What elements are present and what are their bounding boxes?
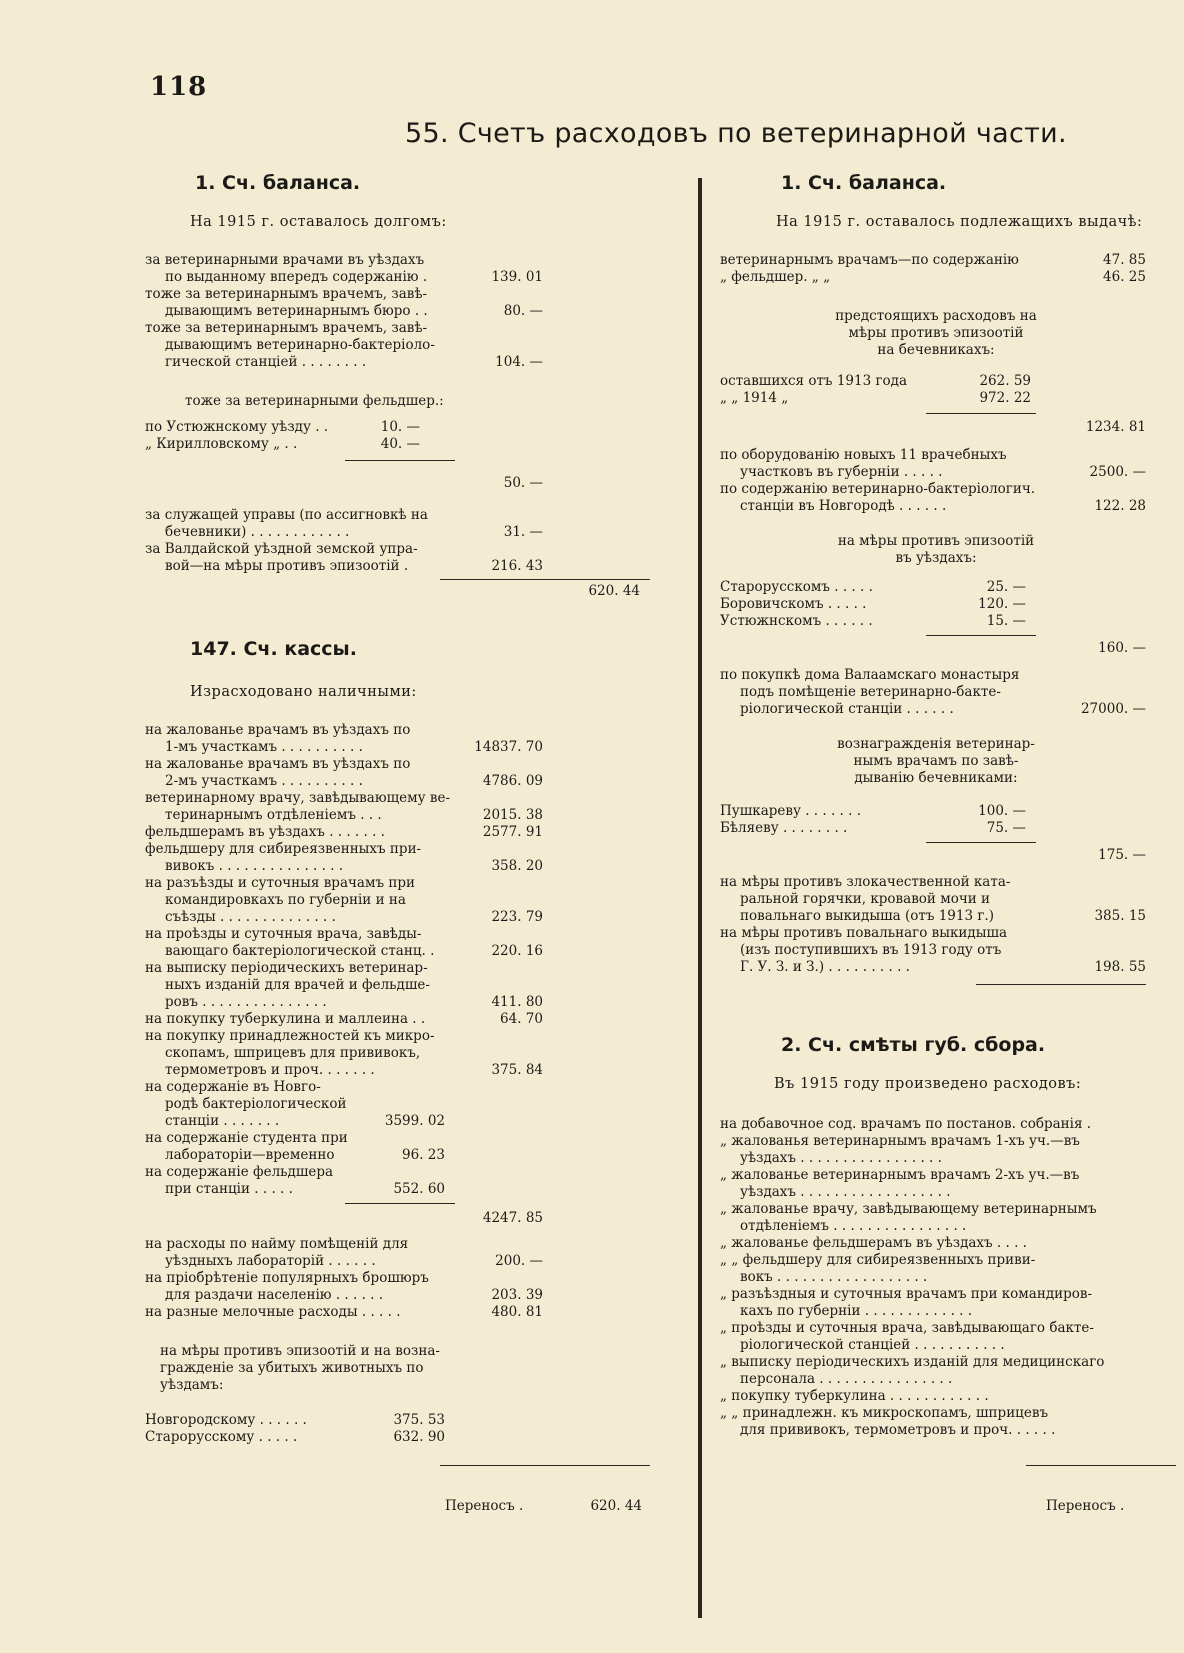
entry-line: 2-мъ участкамъ . . . . . . . . . .	[165, 773, 363, 789]
entry-line: ныхъ изданій для врачей и фельдше-	[165, 977, 430, 993]
entry-line: на покупку принадлежностей къ микро-	[145, 1028, 435, 1044]
entry-line: бечевники) . . . . . . . . . . . .	[165, 524, 350, 540]
subtotal-amount: 50. —	[503, 475, 543, 491]
subheading: на бечевникахъ:	[877, 342, 995, 358]
entry-line: станціи въ Новгородѣ . . . . . .	[740, 498, 947, 514]
entry-line: на содержаніе въ Новго-	[145, 1079, 321, 1095]
subheading: дыванію бечевниками:	[854, 770, 1018, 786]
entry-line: на пріобрѣтеніе популярныхъ брошюръ	[145, 1270, 429, 1286]
entry-line: на мѣры противъ злокачественной ката-	[720, 874, 1011, 890]
entry-line: по оборудованію новыхъ 11 врачебныхъ	[720, 447, 1007, 463]
entry-amount: 104. —	[495, 354, 543, 370]
entry-amount: 480. 81	[491, 1304, 543, 1320]
section-heading: 147. Сч. кассы.	[190, 638, 357, 660]
entry-amount: 10. —	[380, 419, 420, 435]
entry-amount: 3599. 02	[384, 1113, 445, 1129]
entry-amount: 972. 22	[979, 390, 1031, 406]
entry-line: Бѣляеву . . . . . . . .	[720, 820, 848, 836]
entry-line: гической станціей . . . . . . . .	[165, 354, 367, 370]
entry-line: за Валдайской уѣздной земской упра-	[145, 541, 418, 557]
entry-line: скопамъ, шприцевъ для прививокъ,	[165, 1045, 421, 1061]
entry-line: „ Кирилловскому „ . .	[145, 436, 298, 452]
section-subheading: На 1915 г. оставалось долгомъ:	[190, 214, 447, 230]
entry-line: „ проѣзды и суточныя врача, завѣдывающаго бакте-	[720, 1320, 1094, 1336]
entry-line: Новгородскому . . . . . .	[145, 1412, 307, 1428]
entry-amount: 27000. —	[1080, 701, 1146, 717]
entry-line: Старорусскому . . . . .	[145, 1429, 298, 1445]
entry-line: по содержанію ветеринарно-бактеріологич.	[720, 481, 1036, 497]
section-subheading: Израсходовано наличными:	[190, 684, 417, 700]
rule-line	[926, 413, 1036, 414]
entry-amount: 220. 16	[491, 943, 543, 959]
entry-amount: 411. 80	[491, 994, 543, 1010]
entry-amount: 2577. 91	[482, 824, 543, 840]
entry-line: „ жалованья ветеринарнымъ врачамъ 1-хъ уч.—въ	[720, 1133, 1080, 1149]
subheading: мѣры противъ эпизоотій	[848, 325, 1024, 341]
section-heading: 2. Сч. смѣты губ. сбора.	[781, 1034, 1046, 1056]
entry-line: для раздачи населенію . . . . . .	[165, 1287, 384, 1303]
section-heading: 1. Сч. баланса.	[195, 172, 361, 194]
entry-line: ріологической станціей . . . . . . . . . . .	[740, 1337, 1005, 1353]
entry-amount: 47. 85	[1103, 252, 1146, 268]
entry-line: на жалованье врачамъ въ уѣздахъ по	[145, 722, 411, 738]
entry-amount: 223. 79	[491, 909, 543, 925]
entry-line: ровъ . . . . . . . . . . . . . . .	[165, 994, 327, 1010]
subtotal-amount: 175. —	[1098, 847, 1146, 863]
subheading: тоже за ветеринарными фельдшер.:	[185, 393, 444, 409]
entry-line: на выписку періодическихъ ветеринар-	[145, 960, 428, 976]
subheading: нымъ врачамъ по завѣ-	[853, 753, 1019, 769]
entry-amount: 632. 90	[393, 1429, 445, 1445]
page-title: 55. Счетъ расходовъ по ветеринарной части.	[405, 118, 1067, 149]
entry-amount: 198. 55	[1094, 959, 1146, 975]
entry-amount: 262. 59	[979, 373, 1031, 389]
entry-amount: 375. 53	[393, 1412, 445, 1428]
entry-amount: 80. —	[503, 303, 543, 319]
entry-line: тоже за ветеринарнымъ врачемъ, завѣ-	[145, 320, 428, 336]
entry-line: станціи . . . . . . .	[165, 1113, 280, 1129]
entry-amount: 31. —	[503, 524, 543, 540]
entry-line: Устюжнскомъ . . . . . .	[720, 613, 873, 629]
subheading: на мѣры противъ эпизоотій	[837, 533, 1035, 549]
entry-line: съѣзды . . . . . . . . . . . . . .	[165, 909, 336, 925]
subheading: на мѣры противъ эпизоотій и на возна-	[160, 1343, 440, 1359]
entry-line: на мѣры противъ повальнаго выкидыша	[720, 925, 1008, 941]
subheading: вознагражденія ветеринар-	[837, 736, 1035, 752]
entry-amount: 375. 84	[491, 1062, 543, 1078]
entry-line: повальнаго выкидыша (отъ 1913 г.)	[740, 908, 994, 924]
entry-line: на расходы по найму помѣщеній для	[145, 1236, 409, 1252]
entry-line: участковъ въ губерніи . . . . .	[740, 464, 943, 480]
entry-amount: 2500. —	[1089, 464, 1146, 480]
entry-line: по покупкѣ дома Валаамскаго монастыря	[720, 667, 1020, 683]
rule-line	[345, 460, 455, 461]
subheading: уѣздамъ:	[160, 1377, 224, 1393]
entry-amount: 203. 39	[491, 1287, 543, 1303]
entry-line: фельдшеру для сибиреязвенныхъ при-	[145, 841, 422, 857]
entry-amount: 552. 60	[393, 1181, 445, 1197]
entry-amount: 96. 23	[402, 1147, 445, 1163]
entry-line: для прививокъ, термометровъ и проч. . . . . .	[740, 1422, 1056, 1438]
total-amount: 620. 44	[588, 583, 640, 599]
entry-line: на жалованье врачамъ въ уѣздахъ по	[145, 756, 411, 772]
entry-amount: 139. 01	[491, 269, 543, 285]
entry-line: ветеринарному врачу, завѣдывающему ве-	[145, 790, 451, 806]
entry-line: „ покупку туберкулина . . . . . . . . . . . .	[720, 1388, 989, 1404]
entry-line: „ „ принадлежн. къ микроскопамъ, шприцевъ	[720, 1405, 1049, 1421]
entry-line: на содержаніе студента при	[145, 1130, 348, 1146]
entry-amount: 4786. 09	[482, 773, 543, 789]
entry-line: ріологической станціи . . . . . .	[740, 701, 954, 717]
entry-amount: 120. —	[978, 596, 1026, 612]
entry-line: командировкахъ по губерніи и на	[165, 892, 406, 908]
entry-line: на разъѣзды и суточныя врачамъ при	[145, 875, 415, 891]
subtotal-amount: 1234. 81	[1085, 419, 1146, 435]
entry-line: на покупку туберкулина и маллеина . .	[145, 1011, 426, 1027]
entry-amount: 385. 15	[1094, 908, 1146, 924]
entry-line: уѣздахъ . . . . . . . . . . . . . . . . .	[740, 1150, 942, 1166]
entry-line: Г. У. З. и З.) . . . . . . . . . .	[740, 959, 910, 975]
entry-line: Пушкареву . . . . . . .	[720, 803, 862, 819]
entry-line: вающаго бактеріологической станц. .	[165, 943, 435, 959]
entry-line: при станціи . . . . .	[165, 1181, 293, 1197]
entry-line: родѣ бактеріологической	[165, 1096, 347, 1112]
entry-amount: 100. —	[978, 803, 1026, 819]
rule-line	[440, 1465, 650, 1466]
entry-amount: 46. 25	[1103, 269, 1146, 285]
rule-line	[440, 579, 650, 580]
entry-line: лабораторіи—временно	[165, 1147, 335, 1163]
entry-line: тоже за ветеринарнымъ врачемъ, завѣ-	[145, 286, 428, 302]
subheading: гражденіе за убитыхъ животныхъ по	[160, 1360, 424, 1376]
entry-amount: 122. 28	[1094, 498, 1146, 514]
page-number: 118	[150, 72, 208, 102]
entry-line: на разные мелочные расходы . . . . .	[145, 1304, 401, 1320]
entry-amount: 2015. 38	[482, 807, 543, 823]
entry-line: „ жалованье ветеринарнымъ врачамъ 2-хъ уч.—въ	[720, 1167, 1080, 1183]
entry-line: „ жалованье фельдшерамъ въ уѣздахъ . . . .	[720, 1235, 1027, 1251]
carry-forward-label: Переносъ .	[1046, 1498, 1125, 1514]
carry-forward-amount: 620. 44	[590, 1498, 642, 1514]
entry-line: на добавочное сод. врачамъ по постанов. собранія .	[720, 1116, 1092, 1132]
entry-line: ральной горячки, кровавой мочи и	[740, 891, 991, 907]
entry-amount: 14837. 70	[474, 739, 543, 755]
entry-line: оставшихся отъ 1913 года	[720, 373, 908, 389]
entry-line: „ „ фельдшеру для сибиреязвенныхъ приви-	[720, 1252, 1036, 1268]
carry-forward-label: Переносъ .	[445, 1498, 524, 1514]
entry-amount: 200. —	[495, 1253, 543, 1269]
subtotal-amount: 160. —	[1098, 640, 1146, 656]
entry-line: 1-мъ участкамъ . . . . . . . . . .	[165, 739, 363, 755]
entry-line: „ фельдшер. „ „	[720, 269, 831, 285]
entry-line: (изъ поступившихъ въ 1913 году отъ	[740, 942, 1002, 958]
rule-line	[926, 842, 1036, 843]
entry-line: за ветеринарными врачами въ уѣздахъ	[145, 252, 425, 268]
entry-amount: 15. —	[986, 613, 1026, 629]
entry-line: отдѣленіемъ . . . . . . . . . . . . . . . .	[740, 1218, 967, 1234]
entry-line: дывающимъ ветеринарно-бактеріоло-	[165, 337, 435, 353]
entry-line: на содержаніе фельдшера	[145, 1164, 334, 1180]
entry-line: термометровъ и проч. . . . . . .	[165, 1062, 375, 1078]
entry-line: подъ помѣщеніе ветеринарно-бакте-	[740, 684, 1001, 700]
entry-line: „ жалованье врачу, завѣдывающему ветеринарнымъ	[720, 1201, 1097, 1217]
rule-line	[926, 635, 1036, 636]
entry-line: ветеринарнымъ врачамъ—по содержанію	[720, 252, 1019, 268]
rule-line	[345, 1203, 455, 1204]
entry-line: вокъ . . . . . . . . . . . . . . . . . .	[740, 1269, 928, 1285]
column-divider	[698, 178, 702, 1618]
entry-amount: 358. 20	[491, 858, 543, 874]
entry-line: уѣздахъ . . . . . . . . . . . . . . . . . .	[740, 1184, 951, 1200]
entry-line: „ разъѣздныя и суточныя врачамъ при командиров-	[720, 1286, 1093, 1302]
entry-line: по Устюжнскому уѣзду . .	[145, 419, 329, 435]
entry-line: дывающимъ ветеринарнымъ бюро . .	[165, 303, 428, 319]
section-subheading: На 1915 г. оставалось подлежащихъ выдачѣ:	[776, 214, 1143, 230]
entry-amount: 75. —	[986, 820, 1026, 836]
entry-line: „ выписку періодическихъ изданій для медицинскаго	[720, 1354, 1105, 1370]
entry-line: по выданному впередъ содержанію .	[165, 269, 428, 285]
entry-line: персонала . . . . . . . . . . . . . . . .	[740, 1371, 953, 1387]
entry-line: Старорусскомъ . . . . .	[720, 579, 873, 595]
entry-amount: 25. —	[986, 579, 1026, 595]
rule-line	[976, 984, 1146, 985]
subheading: предстоящихъ расходовъ на	[835, 308, 1037, 324]
section-heading: 1. Сч. баланса.	[781, 172, 947, 194]
entry-line: фельдшерамъ въ уѣздахъ . . . . . . .	[145, 824, 385, 840]
entry-line: за служащей управы (по ассигновкѣ на	[145, 507, 428, 523]
entry-line: вой—на мѣры противъ эпизоотій .	[165, 558, 409, 574]
entry-line: уѣздныхъ лабораторій . . . . . .	[165, 1253, 376, 1269]
entry-line: вивокъ . . . . . . . . . . . . . . .	[165, 858, 344, 874]
entry-amount: 40. —	[380, 436, 420, 452]
entry-line: „ „ 1914 „	[720, 390, 789, 406]
entry-amount: 216. 43	[491, 558, 543, 574]
entry-line: теринарнымъ отдѣленіемъ . . .	[165, 807, 382, 823]
entry-line: на проѣзды и суточныя врача, завѣды-	[145, 926, 422, 942]
entry-line: кахъ по губерніи . . . . . . . . . . . . .	[740, 1303, 973, 1319]
rule-line	[1026, 1465, 1176, 1466]
subheading: въ уѣздахъ:	[895, 550, 977, 566]
entry-line: Боровичскомъ . . . . .	[720, 596, 867, 612]
entry-amount: 64. 70	[500, 1011, 543, 1027]
subtotal-amount: 4247. 85	[482, 1210, 543, 1226]
section-subheading: Въ 1915 году произведено расходовъ:	[774, 1076, 1082, 1092]
